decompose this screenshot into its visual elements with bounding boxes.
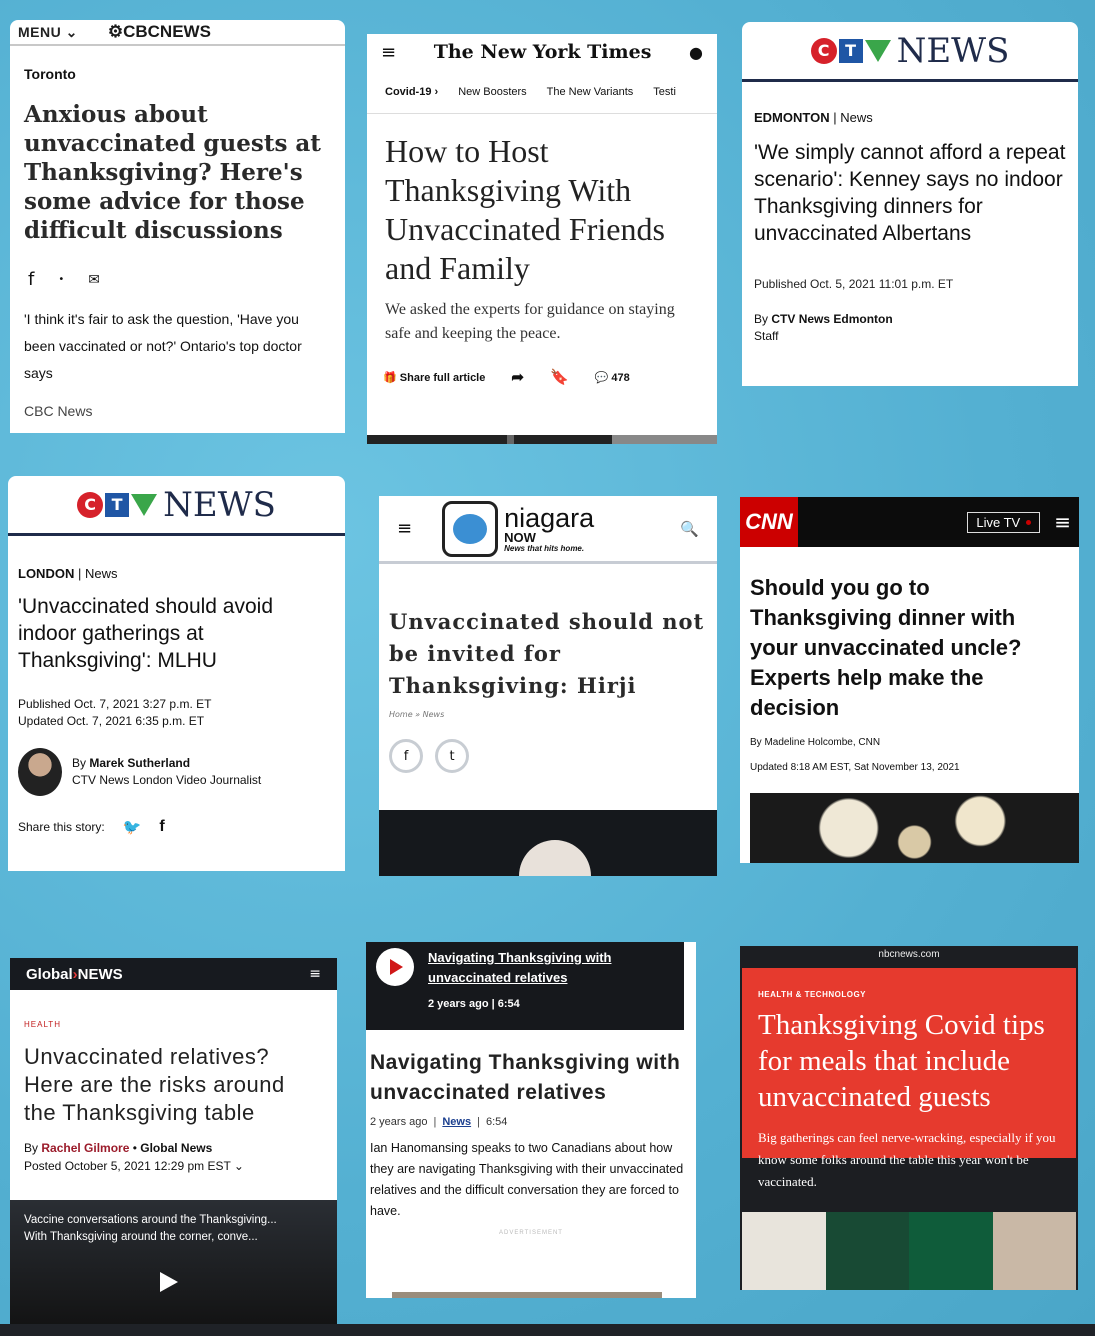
article-dek: Big gatherings can feel nerve-wracking, especially if you know some folks around the table this year won't be vaccinated. bbox=[758, 1130, 1056, 1189]
nyt-header bbox=[367, 34, 717, 70]
video-description: Ian Hanomansing speaks to two Canadians about how they are navigating Thanksgiving with their unvaccinated relatives and the difficult conversation they are forced to have. bbox=[370, 1141, 684, 1218]
player-meta: 2 years ago | 6:54 bbox=[428, 998, 520, 1010]
headline[interactable]: Thanksgiving Covid tips for meals that include unvaccinated guests bbox=[758, 1009, 1045, 1113]
player-title[interactable]: Navigating Thanksgiving with unvaccinated relatives bbox=[428, 950, 612, 985]
share-row bbox=[389, 739, 707, 773]
niagara-logo[interactable]: niagara NOW News that hits home. bbox=[442, 501, 594, 557]
headline[interactable]: 'We simply cannot afford a repeat scenario': Kenney says no indoor Thanksgiving dinners for unvaccinated Albertans bbox=[754, 141, 1066, 245]
comments-button[interactable]: 💬 478 bbox=[594, 371, 630, 384]
ctv-london-article-card[interactable] bbox=[8, 476, 345, 871]
dates bbox=[18, 696, 335, 730]
hamburger-menu-icon[interactable]: ≡ bbox=[309, 966, 321, 982]
posted-date[interactable]: Posted October 5, 2021 12:29 pm EST ⌄ bbox=[24, 1159, 244, 1173]
play-icon[interactable] bbox=[160, 1272, 178, 1292]
updated-date: Updated 8:18 AM EST, Sat November 13, 2021 bbox=[750, 762, 960, 773]
share-row bbox=[18, 818, 335, 836]
live-tv-button[interactable]: Live TV bbox=[967, 512, 1040, 533]
video-description: With Thanksgiving around the corner, conve... bbox=[24, 1231, 258, 1243]
section-kicker[interactable]: HEALTH & TECHNOLOGY bbox=[758, 990, 867, 999]
ctv-logo[interactable]: C T bbox=[77, 492, 157, 518]
headline[interactable]: Unvaccinated relatives? Here are the risks around the Thanksgiving table bbox=[24, 1044, 285, 1125]
lead-image bbox=[379, 810, 717, 876]
headline-block bbox=[742, 968, 1076, 1189]
advertisement-label: ADVERTISEMENT bbox=[499, 1230, 563, 1236]
twitter-icon[interactable]: 🐦 bbox=[122, 819, 142, 836]
ctv-header bbox=[8, 476, 345, 536]
cbc-header bbox=[10, 20, 345, 46]
nyt-logo[interactable]: The New York Times bbox=[433, 41, 652, 63]
outlet-label: Global News bbox=[140, 1141, 213, 1155]
bookmark-icon[interactable]: 🔖 bbox=[549, 369, 569, 386]
author-link[interactable]: Rachel Gilmore bbox=[41, 1141, 130, 1155]
video-meta: 2 years ago | News | 6:54 bbox=[370, 1116, 508, 1128]
global-news-article-card[interactable] bbox=[10, 958, 337, 1336]
category-link[interactable]: News bbox=[442, 1116, 472, 1128]
cnn-article-card[interactable] bbox=[740, 497, 1079, 863]
article-tools bbox=[383, 368, 701, 386]
twitter-share-icon[interactable]: t bbox=[435, 739, 469, 773]
ctv-edmonton-article-card[interactable] bbox=[742, 22, 1078, 386]
city-link[interactable]: LONDON bbox=[18, 566, 75, 581]
nav-item-testing[interactable]: Testi bbox=[653, 86, 676, 98]
lead-image-edge bbox=[367, 435, 717, 444]
ctv-header bbox=[742, 22, 1078, 82]
published-date: Published Oct. 5, 2021 11:01 p.m. ET bbox=[754, 277, 954, 291]
hamburger-menu-icon[interactable]: ≡ bbox=[381, 41, 397, 63]
ctv-news-wordmark: NEWS bbox=[163, 484, 276, 525]
account-icon[interactable]: ● bbox=[689, 42, 703, 62]
published-date: Published Oct. 7, 2021 3:27 p.m. ET bbox=[18, 697, 212, 711]
cnn-header bbox=[740, 497, 1079, 547]
global-header bbox=[10, 958, 337, 990]
play-button[interactable] bbox=[376, 948, 414, 986]
bottom-bar bbox=[0, 1324, 1095, 1336]
url-bar: nbcnews.com bbox=[740, 946, 1078, 966]
menu-button[interactable]: MENU ⌄ bbox=[18, 23, 78, 40]
author-link[interactable]: Marek Sutherland bbox=[89, 756, 191, 770]
nyt-article-card[interactable] bbox=[367, 34, 717, 444]
nav-item-covid[interactable]: Covid-19 › bbox=[385, 86, 439, 98]
nbc-article-card[interactable] bbox=[740, 946, 1078, 1290]
article-dek: We asked the experts for guidance on staying safe and keeping the peace. bbox=[385, 301, 675, 342]
headline[interactable]: Anxious about unvaccinated guests at Thanksgiving? Here's some advice for those difficult discussions bbox=[24, 101, 321, 244]
city-link[interactable]: EDMONTON bbox=[754, 110, 830, 125]
cbc-logo[interactable]: ⚙CBCNEWS bbox=[107, 22, 211, 41]
share-label: Share this story: bbox=[18, 820, 105, 834]
share-full-article-button[interactable]: 🎁 Share full article bbox=[383, 371, 486, 384]
video-player[interactable] bbox=[366, 942, 684, 1030]
location-section: EDMONTON | News bbox=[754, 110, 873, 125]
nav-item-boosters[interactable]: New Boosters bbox=[458, 86, 527, 98]
search-icon[interactable]: 🔍 bbox=[680, 519, 699, 538]
global-news-logo[interactable]: Global›NEWS bbox=[26, 965, 123, 983]
ad-image-edge bbox=[392, 1292, 662, 1298]
author-block: By Marek Sutherland CTV News London Video Journalist bbox=[18, 748, 335, 796]
avatar bbox=[18, 748, 62, 796]
email-icon[interactable]: ✉ bbox=[88, 271, 100, 288]
hamburger-menu-icon[interactable]: ≡ bbox=[1054, 510, 1071, 534]
headline[interactable]: Should you go to Thanksgiving dinner with your unvaccinated uncle? Experts help make the decision bbox=[750, 575, 1022, 720]
section-link[interactable]: News bbox=[840, 110, 873, 125]
video-duration: 6:54 bbox=[485, 1116, 508, 1128]
facebook-icon[interactable]: f bbox=[28, 269, 35, 290]
video-player[interactable] bbox=[10, 1200, 337, 1336]
facebook-icon[interactable]: f bbox=[159, 818, 165, 835]
headline[interactable]: Navigating Thanksgiving with unvaccinated relatives bbox=[370, 1051, 681, 1104]
location-label: Toronto bbox=[24, 66, 76, 82]
source-label: CBC News bbox=[24, 403, 93, 419]
cnn-logo[interactable]: CNN bbox=[740, 497, 798, 547]
section-link[interactable]: News bbox=[84, 566, 118, 581]
topic-nav bbox=[367, 70, 717, 114]
ctv-logo[interactable]: C T bbox=[811, 38, 891, 64]
updated-date: Updated Oct. 7, 2021 6:35 p.m. ET bbox=[18, 714, 205, 728]
headline[interactable]: 'Unvaccinated should avoid indoor gatherings at Thanksgiving': MLHU bbox=[18, 595, 274, 672]
lead-image-collage bbox=[742, 1212, 1076, 1290]
niagara-header bbox=[379, 496, 717, 564]
share-row bbox=[28, 269, 327, 290]
video-age: 2 years ago bbox=[370, 1116, 428, 1128]
dot-separator-icon: • bbox=[58, 274, 65, 285]
facebook-share-icon[interactable]: f bbox=[389, 739, 423, 773]
hamburger-menu-icon[interactable]: ≡ bbox=[397, 518, 413, 539]
breadcrumb[interactable]: Home » News bbox=[389, 710, 445, 719]
author-role: CTV News London Video Journalist bbox=[72, 773, 262, 787]
author-role: Staff bbox=[754, 329, 779, 343]
headline[interactable]: Unvaccinated should not be invited for Thanksgiving: Hirji bbox=[389, 609, 705, 698]
byline: By Rachel Gilmore • Global News bbox=[24, 1141, 213, 1155]
author-link[interactable]: CTV News Edmonton bbox=[771, 312, 893, 326]
article-summary: 'I think it's fair to ask the question, 'Have you been vaccinated or not?' Ontario's top doctor says bbox=[24, 311, 302, 381]
ctv-news-wordmark: NEWS bbox=[896, 30, 1010, 71]
video-article-card[interactable] bbox=[366, 942, 696, 1298]
niagara-now-article-card[interactable] bbox=[379, 496, 717, 876]
headline[interactable]: How to Host Thanksgiving With Unvaccinated Friends and Family bbox=[385, 133, 665, 286]
location-section: LONDON | News bbox=[18, 566, 118, 581]
video-title: Vaccine conversations around the Thanksgiving... bbox=[24, 1214, 277, 1226]
nav-item-variants[interactable]: The New Variants bbox=[546, 86, 634, 98]
share-icon[interactable]: ➦ bbox=[511, 369, 524, 386]
lead-image bbox=[750, 793, 1079, 863]
section-kicker[interactable]: HEALTH bbox=[24, 1020, 61, 1029]
live-dot-icon bbox=[1026, 520, 1031, 525]
byline: By Madeline Holcombe, CNN bbox=[750, 737, 881, 748]
cbc-article-card[interactable] bbox=[10, 20, 345, 433]
play-icon bbox=[390, 959, 403, 975]
byline: By CTV News Edmonton Staff bbox=[754, 312, 893, 343]
